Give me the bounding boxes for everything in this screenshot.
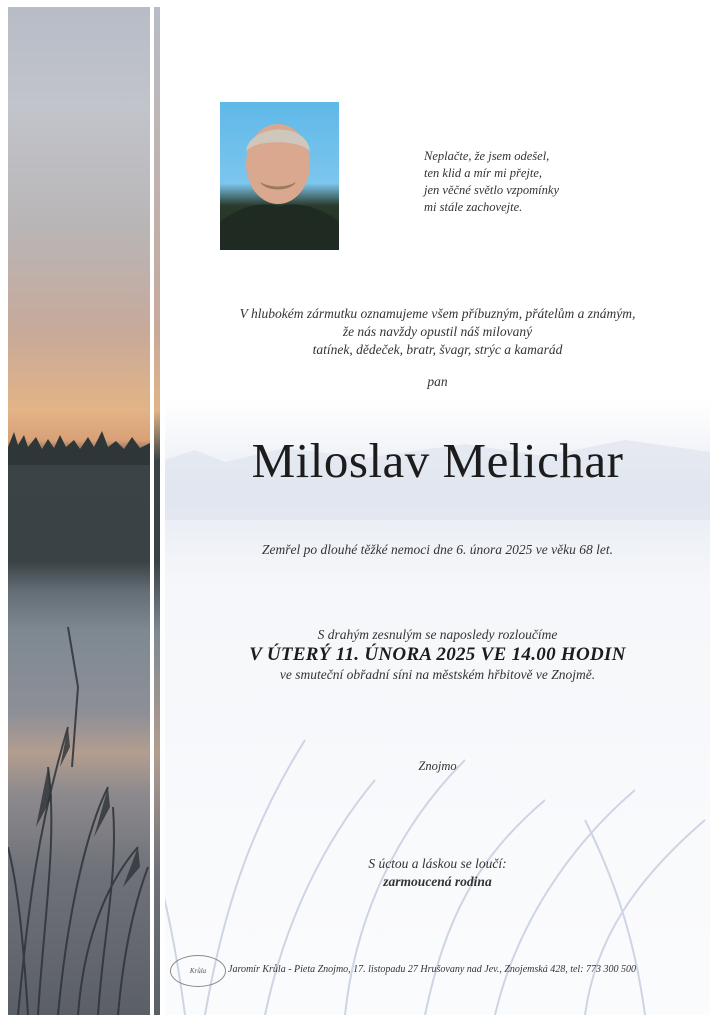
funeral-service-stamp bbox=[170, 955, 226, 987]
announcement-line: že nás navždy opustil náš milovaný bbox=[342, 324, 533, 339]
poem-line: ten klid a mír mi přejte, bbox=[424, 166, 543, 180]
place-name: Znojmo bbox=[418, 759, 457, 773]
closing-text bbox=[165, 855, 710, 891]
background-reeds bbox=[165, 400, 710, 1015]
family-signature: zarmoucená rodina bbox=[383, 874, 492, 889]
death-statement: Zemřel po dlouhé těžké nemoci dne 6. února 2025 ve věku 68 let. bbox=[262, 542, 613, 557]
funeral-location: ve smuteční obřadní síni na městském hřbitově ve Znojmě. bbox=[279, 667, 596, 682]
decorative-landscape-strip bbox=[8, 7, 150, 1015]
funeral-intro: S drahým zesnulým se naposledy rozloučíme bbox=[317, 627, 558, 642]
announcement-text bbox=[165, 305, 710, 359]
decorative-thin-strip bbox=[154, 7, 160, 1015]
poem-line: Neplačte, že jsem odešel, bbox=[424, 149, 550, 163]
funeral-datetime: V ÚTERÝ 11. ÚNORA 2025 VE 14.00 HODIN bbox=[249, 644, 626, 665]
portrait-photo bbox=[220, 102, 339, 250]
poem-line: jen věčné světlo vzpomínky bbox=[424, 183, 560, 197]
poem-line: mi stále zachovejte. bbox=[424, 200, 523, 214]
announcement-line: tatínek, dědeček, bratr, švagr, strýc a kamarád bbox=[312, 342, 563, 357]
funeral-info bbox=[165, 626, 710, 684]
poem bbox=[424, 148, 684, 216]
deceased-name: Miloslav Melichar bbox=[251, 433, 624, 488]
honorific: pan bbox=[427, 374, 448, 389]
reeds-silhouette bbox=[8, 7, 150, 1015]
announcement-line: V hlubokém zármutku oznamujeme všem příbuzným, přátelům a známým, bbox=[239, 306, 636, 321]
funeral-service-contact: Jaromír Krůla - Pieta Znojmo, 17. listopadu 27 Hrušovany nad Jev., Znojemská 428, tel: 773 300 500 bbox=[228, 964, 637, 975]
closing-line: S úctou a láskou se loučí: bbox=[368, 856, 507, 871]
stamp-text: Krůla bbox=[189, 967, 207, 975]
